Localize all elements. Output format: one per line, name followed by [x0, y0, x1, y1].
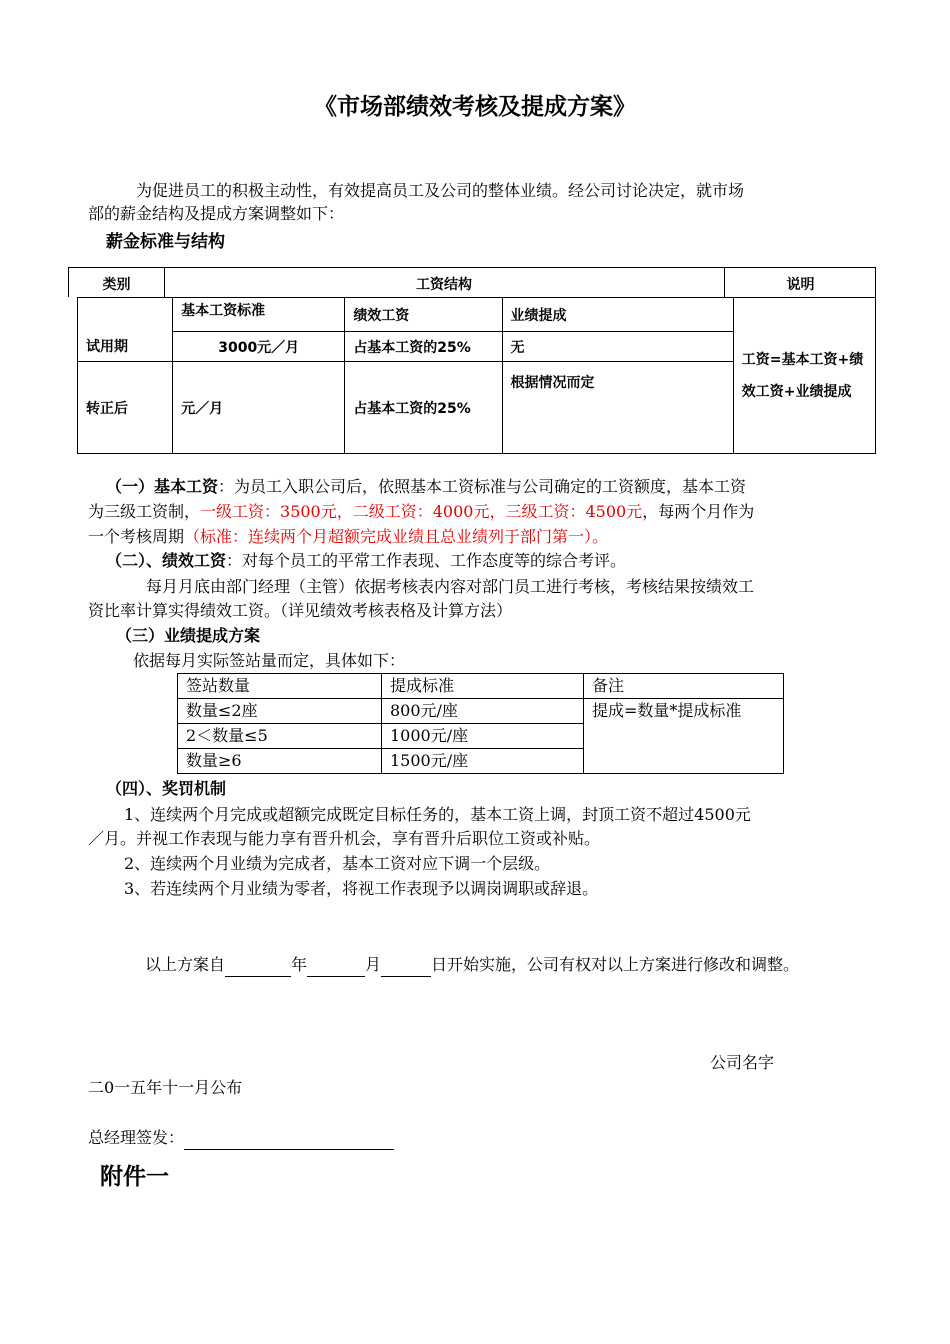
intro-line-2: 部的薪金结构及提成方案调整如下：	[88, 204, 345, 223]
s4-item-1a: 1、连续两个月完成或超额完成既定目标任务的，基本工资上调，封顶工资不超过4500元	[124, 805, 751, 824]
commission-remark: 提成=数量*提成标准	[584, 699, 784, 774]
s1-text-3a: 一个考核周期	[88, 527, 185, 546]
commission-row-rate: 800元/座	[382, 699, 584, 724]
s1-line-2	[88, 499, 754, 524]
s1-text-3-red: （标准：连续两个月超额完成业绩且总业绩列于部门第一）。	[184, 527, 609, 546]
company-name: 公司名字	[710, 1053, 775, 1072]
publish-date: 二0一五年十一月公布	[88, 1078, 243, 1097]
s4-item-3: 3、若连续两个月业绩为零者，将视工作表现予以调岗调职或辞退。	[124, 879, 599, 898]
signature-blank[interactable]	[184, 1131, 394, 1150]
s4-item-2: 2、连续两个月业绩为完成者，基本工资对应下调一个层级。	[124, 854, 551, 873]
salary-cell-empty	[78, 298, 173, 332]
commission-row-qty: 2＜数量≤5	[178, 724, 382, 749]
s2-heading: （二）、绩效工资	[106, 551, 227, 570]
salary-row-performance: 占基本工资的25%	[345, 332, 502, 362]
commission-header-qty: 签站数量	[178, 674, 382, 699]
salary-row-category: 试用期	[78, 332, 173, 362]
s1-line-3	[88, 524, 608, 549]
implementation-line	[145, 952, 799, 977]
salary-row-category: 转正后	[78, 362, 173, 454]
commission-header-remark: 备注	[584, 674, 784, 699]
s3-text-1: 依据每月实际签站量而定，具体如下：	[133, 651, 406, 670]
commission-row-qty: 数量≥6	[178, 749, 382, 774]
signature-line	[88, 1125, 394, 1150]
month-blank[interactable]	[307, 958, 365, 977]
header-note: 说明	[786, 277, 815, 293]
salary-subheader-performance: 绩效工资	[345, 298, 502, 332]
s2-line-3: 资比率计算实得绩效工资。（详见绩效考核表格及计算方法）	[88, 601, 513, 620]
signature-label: 总经理签发：	[88, 1128, 185, 1147]
s1-text-1: ：为员工入职公司后，依照基本工资标准与公司确定的工资额度，基本工资	[218, 477, 747, 496]
s1-text-2b: ，每两个月作为	[642, 502, 755, 521]
impl-text-4: 日开始实施，公司有权对以上方案进行修改和调整。	[431, 955, 800, 974]
salary-subheader-commission: 业绩提成	[502, 298, 733, 332]
s1-line-1	[106, 474, 746, 499]
header-category: 类别	[69, 268, 165, 298]
header-structure: 工资结构	[164, 268, 725, 298]
section-salary-heading: 薪金标准与结构	[106, 232, 225, 252]
intro-line-1: 为促进员工的积极主动性，有效提高员工及公司的整体业绩。经公司讨论决定，就市场	[136, 181, 745, 200]
salary-note: 工资=基本工资+绩效工资+业绩提成	[733, 298, 875, 454]
salary-table	[77, 297, 876, 454]
s3-heading: （三）业绩提成方案	[116, 626, 261, 645]
salary-row-base: 元／月	[173, 362, 345, 454]
s1-heading: （一）基本工资	[106, 477, 219, 496]
impl-text-1: 以上方案自	[145, 955, 226, 974]
salary-row-base: 3000元／月	[173, 332, 345, 362]
day-blank[interactable]	[381, 958, 431, 977]
s1-text-2a: 为三级工资制，	[88, 502, 201, 521]
impl-text-3: 月	[365, 955, 382, 974]
commission-header-rate: 提成标准	[382, 674, 584, 699]
salary-row-commission: 无	[502, 332, 733, 362]
salary-row-commission: 根据情况而定	[502, 362, 733, 454]
commission-row-rate: 1500元/座	[382, 749, 584, 774]
s1-text-2-red: 一级工资：3500元，二级工资：4000元，三级工资：4500元	[200, 502, 643, 521]
impl-text-2: 年	[291, 955, 308, 974]
salary-subheader-base: 基本工资标准	[173, 298, 345, 332]
s2-line-1	[106, 548, 626, 573]
s4-heading: （四）、奖罚机制	[106, 779, 227, 798]
commission-row-rate: 1000元/座	[382, 724, 584, 749]
commission-row-qty: 数量≤2座	[178, 699, 382, 724]
commission-table	[177, 673, 784, 774]
page-title: 《市场部绩效考核及提成方案》	[314, 94, 636, 120]
attachment-heading: 附件一	[100, 1164, 169, 1190]
s4-item-1b: ／月。并视工作表现与能力享有晋升机会，享有晋升后职位工资或补贴。	[88, 829, 601, 848]
s2-line-2: 每月月底由部门经理（主管）依据考核表内容对部门员工进行考核，考核结果按绩效工	[146, 577, 755, 596]
year-blank[interactable]	[225, 958, 291, 977]
salary-table-header	[68, 267, 876, 297]
salary-row-performance: 占基本工资的25%	[345, 362, 502, 454]
s2-text-1: ：对每个员工的平常工作表现、工作态度等的综合考评。	[226, 551, 627, 570]
